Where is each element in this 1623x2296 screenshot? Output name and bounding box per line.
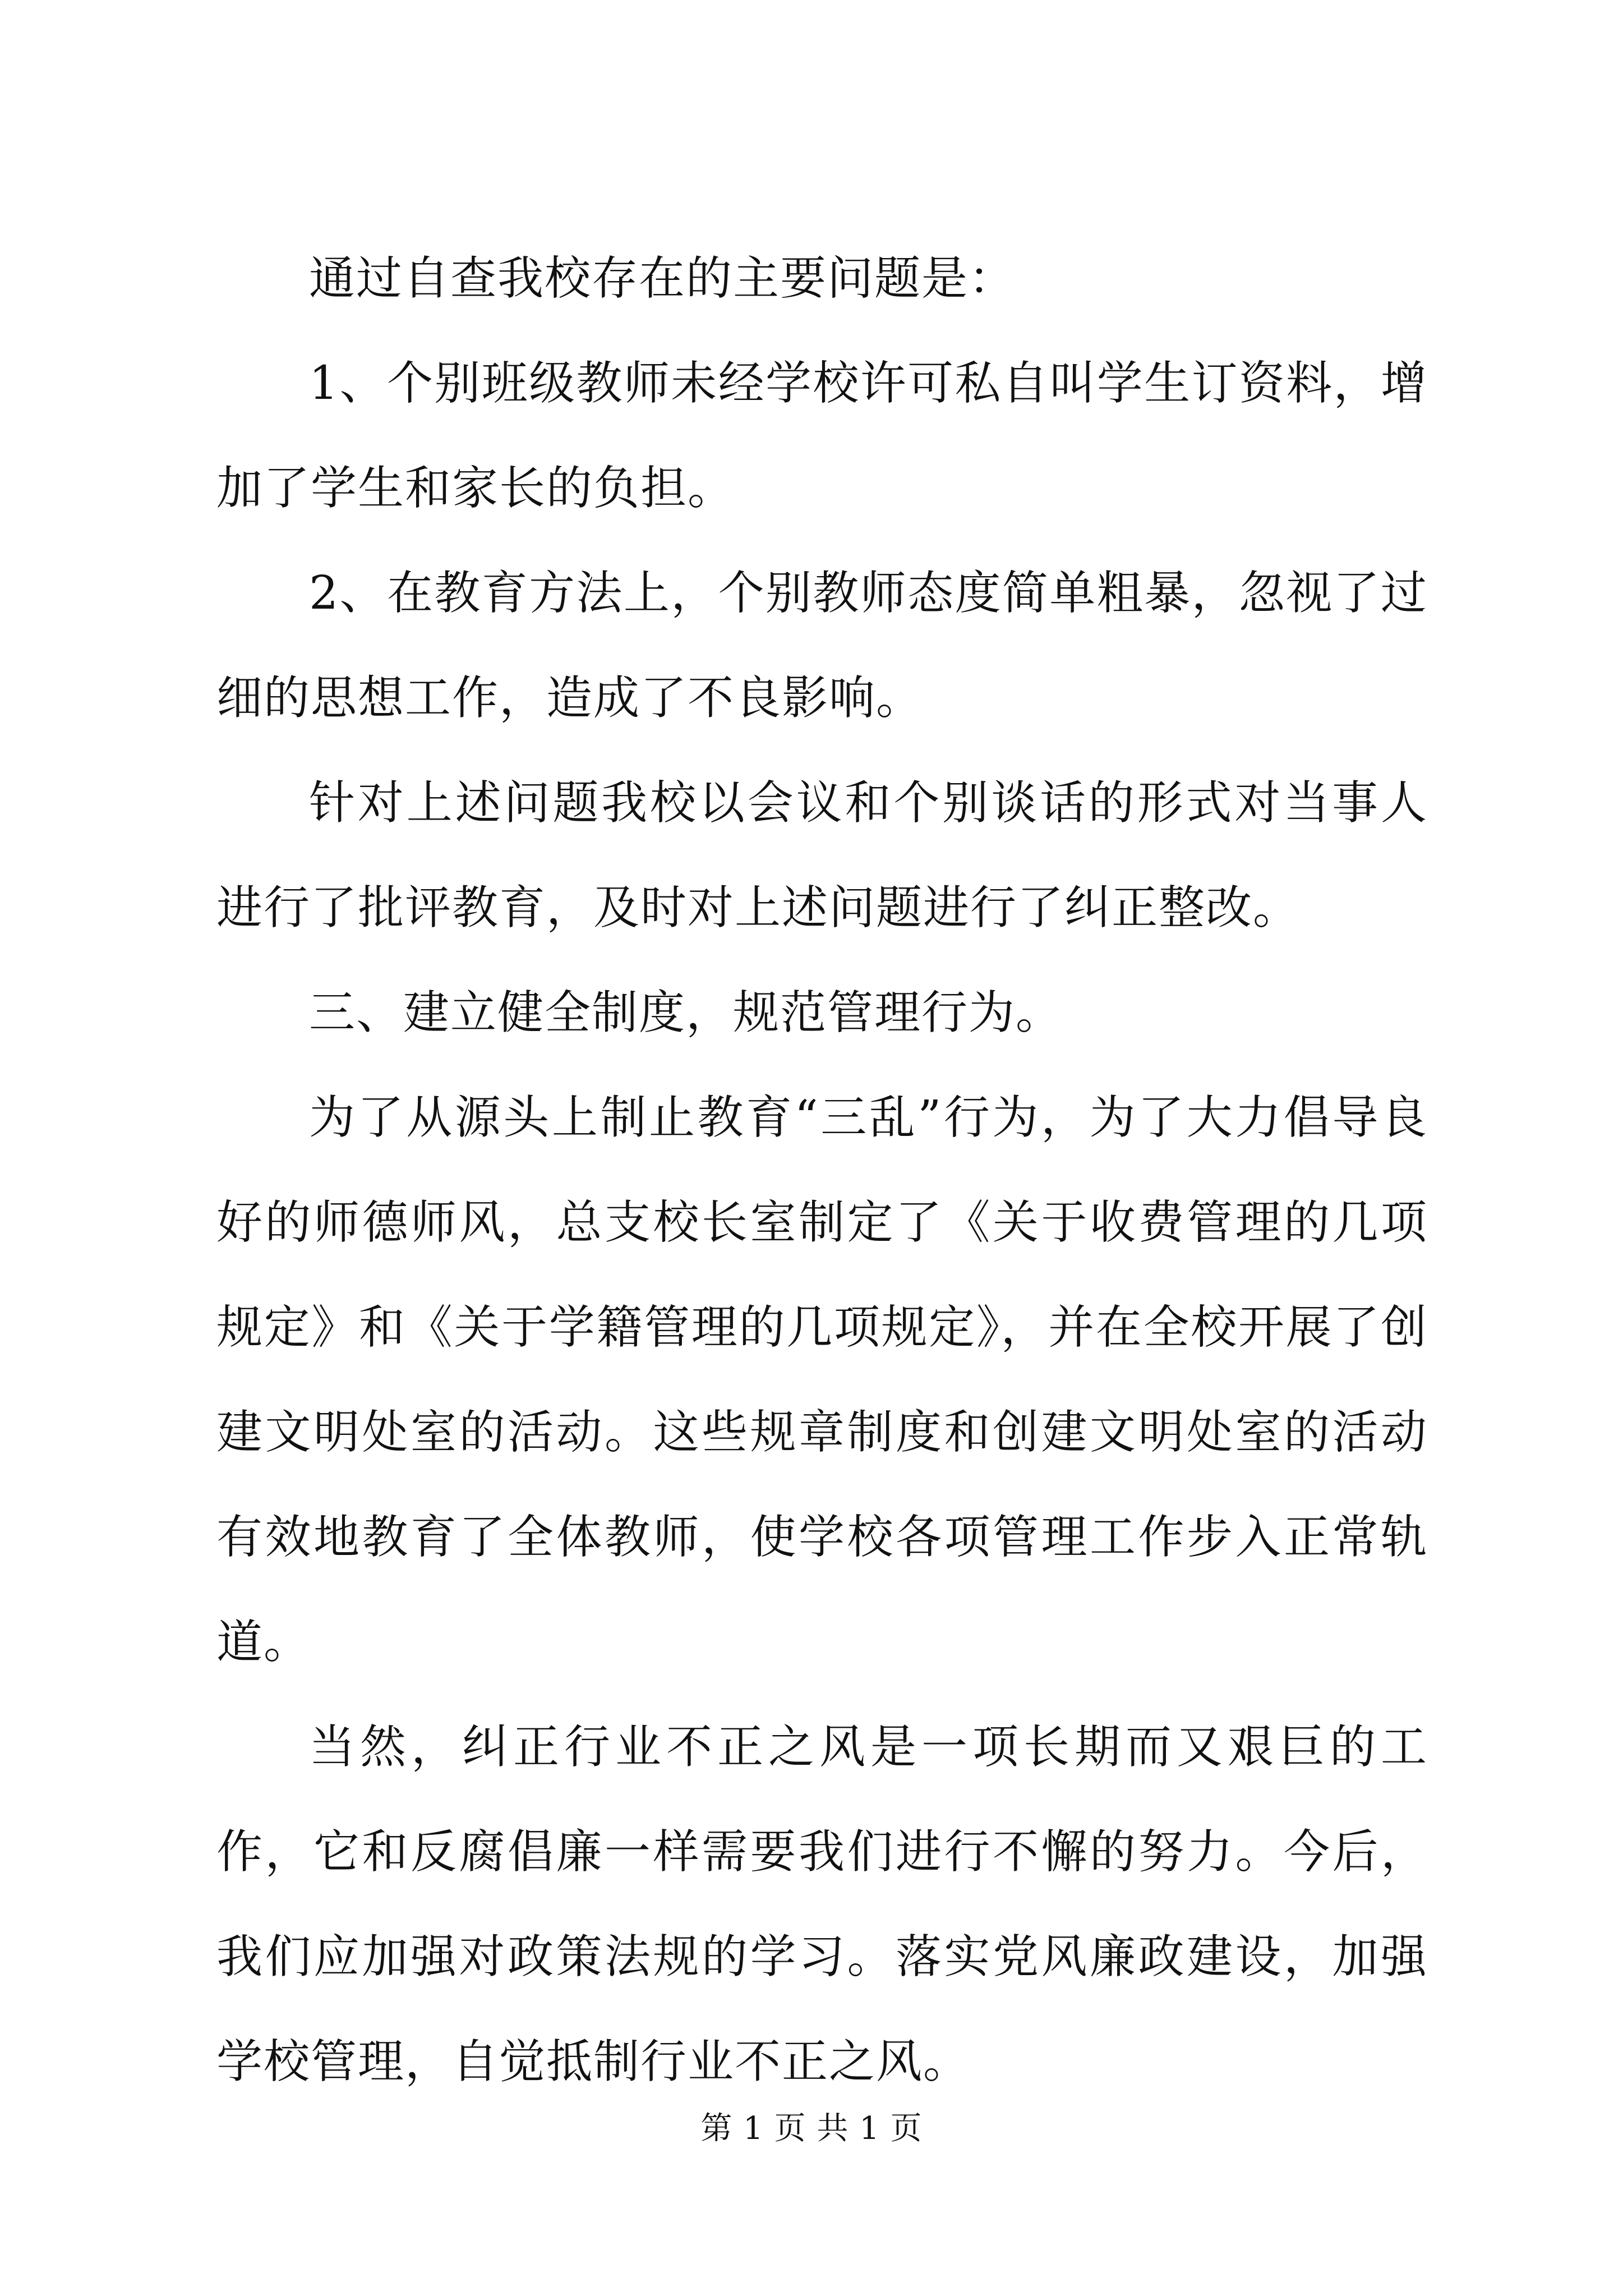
paragraph-corrective-action: 针对上述问题我校以会议和个别谈话的形式对当事人进行了批评教育，及时对上述问题进行了纠正整改。 xyxy=(216,776,1428,935)
page-footer xyxy=(0,2106,1623,2151)
paragraph-problem-2: 2、在教育方法上，个别教师态度简单粗暴，忽视了过细的思想工作，造成了不良影响。 xyxy=(216,567,1428,725)
paragraph-problems-intro: 通过自查我校存在的主要问题是： xyxy=(309,252,1016,305)
page-number-label: 第 1 页 共 1 页 xyxy=(700,2110,923,2147)
paragraph-problem-1: 1、个别班级教师未经学校许可私自叫学生订资料，增加了学生和家长的负担。 xyxy=(216,357,1428,515)
document-body xyxy=(216,226,1428,2114)
paragraph-conclusion: 当然，纠正行业不正之风是一项长期而又艰巨的工作，它和反腐倡廉一样需要我们进行不懈的努力。今后，我们应加强对政策法规的学习。落实党风廉政建设，加强学校管理，自觉抵制行业不正之风。 xyxy=(216,1720,1428,2088)
paragraph-regulations: 为了从源头上制止教育“三乱”行为，为了大力倡导良好的师德师风，总支校长室制定了《关于收费管理的几项规定》和《关于学籍管理的几项规定》，并在全校开展了创建文明处室的活动。这些规章制度和创建文明处室的活动有效地教育了全体教师，使学校各项管理工作步入正常轨道。 xyxy=(216,1091,1428,1669)
section-heading-3: 三、建立健全制度，规范管理行为。 xyxy=(309,986,1063,1039)
